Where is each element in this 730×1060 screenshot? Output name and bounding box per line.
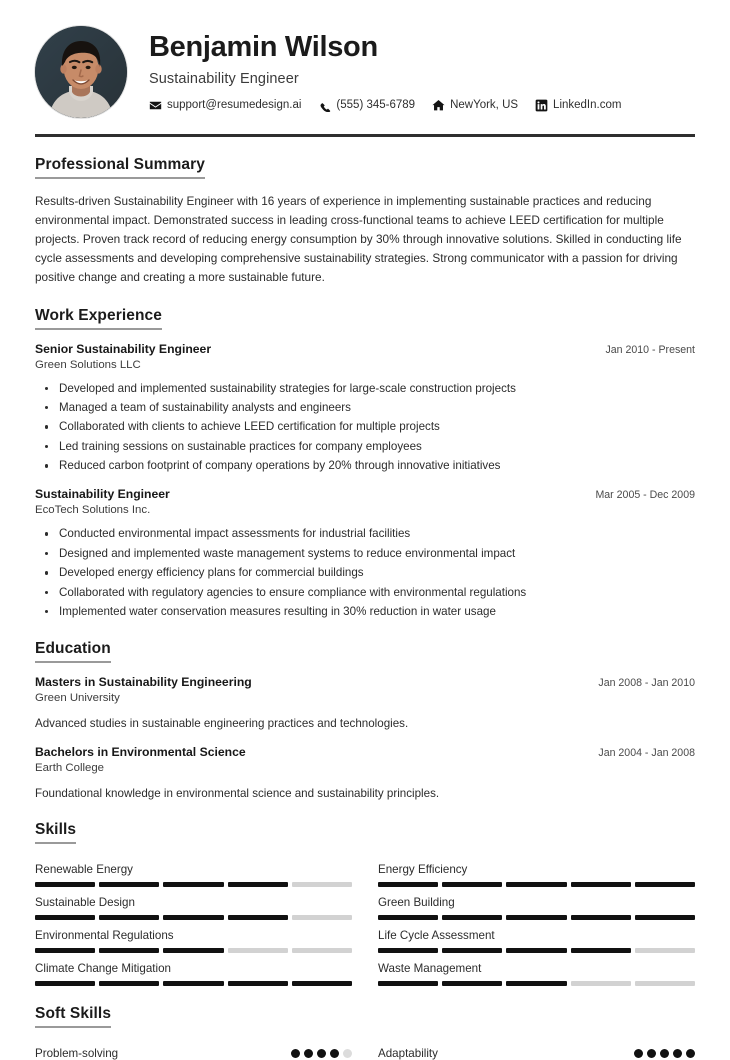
summary-paragraph: Results-driven Sustainability Engineer with 16 years of experience in implementing sustainable practices and reducing environmental impact. Demonstrated success in leading cross-functional teams to achieve LEED certification for multiple projects. Proven track record of reducing energy consumption by 30% through innovative solutions. Skilled in conducting life cycle assessments and developing comprehensive sustainability strategies. Strong communicator with a passion for driving positive change and creating a more sustainable future. (35, 194, 682, 285)
skill-item (35, 920, 352, 953)
soft-skill-rating (291, 1049, 352, 1058)
envelope-icon (149, 99, 162, 112)
skill-level-segment (378, 981, 438, 986)
section-title-education: Education (35, 640, 111, 663)
skill-item (35, 953, 352, 986)
skill-level-segment (292, 981, 352, 986)
work-company: EcoTech Solutions Inc. (35, 504, 151, 517)
header-text-block (149, 26, 695, 112)
page-title: Benjamin Wilson (149, 31, 378, 63)
education-entry-header (35, 675, 695, 689)
list-item: Designed and implemented waste management systems to reduce environmental impact (57, 545, 695, 563)
list-item: Developed and implemented sustainability strategies for large-scale construction projects (57, 380, 695, 398)
rating-dot (330, 1049, 339, 1058)
contact-email[interactable] (149, 99, 301, 112)
section-title-soft-skills: Soft Skills (35, 1005, 111, 1028)
rating-dot (686, 1049, 695, 1058)
skill-level-segment (571, 981, 631, 986)
skill-level-segment (506, 981, 566, 986)
section-title-skills: Skills (35, 821, 76, 844)
work-bullet-list (35, 525, 695, 621)
resume-header (35, 0, 695, 118)
skill-level-segment (442, 981, 502, 986)
list-item: Collaborated with regulatory agencies to ensure compliance with environmental regulations (57, 584, 695, 602)
skill-name: Waste Management (378, 962, 482, 976)
skill-level-segment (635, 981, 695, 986)
skill-name: Environmental Regulations (35, 929, 174, 943)
contact-email-text: support@resumedesign.ai (167, 99, 302, 112)
education-entry-header (35, 745, 695, 759)
work-entry (35, 487, 695, 621)
skill-name: Renewable Energy (35, 863, 133, 877)
education-description: Advanced studies in sustainable engineering practices and technologies. (35, 717, 409, 731)
skill-item (35, 854, 352, 887)
section-skills (35, 821, 695, 986)
work-position: Senior Sustainability Engineer (35, 341, 212, 356)
rating-dot (304, 1049, 313, 1058)
contact-linkedin-text: LinkedIn.com (553, 99, 622, 112)
soft-skills-grid (35, 1038, 695, 1060)
list-item: Managed a team of sustainability analysts and engineers (57, 399, 695, 417)
home-icon (432, 99, 445, 112)
soft-skill-name: Problem-solving (35, 1047, 119, 1060)
education-date: Jan 2004 - Jan 2008 (598, 746, 695, 759)
contact-location[interactable] (432, 99, 518, 112)
soft-skill-name: Adaptability (378, 1047, 438, 1060)
soft-skill-item (378, 1038, 695, 1060)
contact-location-text: NewYork, US (450, 99, 519, 112)
rating-dot (647, 1049, 656, 1058)
skill-item (378, 854, 695, 887)
soft-skill-rating (634, 1049, 695, 1058)
section-professional-summary (35, 156, 695, 288)
skill-name: Sustainable Design (35, 896, 135, 910)
skill-item (378, 887, 695, 920)
skill-level-bar (378, 981, 695, 986)
contact-linkedin[interactable] (535, 99, 621, 112)
education-school: Earth College (35, 761, 105, 774)
job-title: Sustainability Engineer (149, 70, 299, 87)
section-education (35, 640, 695, 802)
education-entry (35, 675, 695, 732)
skill-name: Energy Efficiency (378, 863, 468, 877)
work-company: Green Solutions LLC (35, 358, 141, 371)
education-date: Jan 2008 - Jan 2010 (598, 677, 695, 690)
work-entry-header (35, 342, 695, 356)
list-item: Led training sessions on sustainable practices for company employees (57, 438, 695, 456)
education-school: Green University (35, 692, 120, 705)
skill-level-segment (163, 981, 223, 986)
section-work-experience (35, 307, 695, 622)
work-date: Jan 2010 - Present (605, 343, 695, 356)
education-degree: Masters in Sustainability Engineering (35, 675, 252, 690)
list-item: Collaborated with clients to achieve LEED certification for multiple projects (57, 418, 695, 436)
skill-level-segment (99, 981, 159, 986)
education-entry (35, 745, 695, 802)
contact-phone-text: (555) 345-6789 (336, 99, 416, 112)
rating-dot (634, 1049, 643, 1058)
work-position: Sustainability Engineer (35, 487, 170, 502)
list-item: Conducted environmental impact assessments for industrial facilities (57, 525, 695, 543)
rating-dot (673, 1049, 682, 1058)
skill-level-segment (35, 981, 95, 986)
list-item: Reduced carbon footprint of company operations by 20% through innovative initiatives (57, 457, 695, 475)
section-soft-skills (35, 1005, 695, 1060)
skills-grid (35, 854, 695, 986)
section-title-work: Work Experience (35, 307, 162, 330)
work-entry (35, 342, 695, 476)
education-degree: Bachelors in Environmental Science (35, 744, 246, 759)
education-description: Foundational knowledge in environmental science and sustainability principles. (35, 786, 440, 800)
work-date: Mar 2005 - Dec 2009 (595, 489, 695, 502)
linkedin-icon (535, 99, 548, 112)
skill-level-bar (35, 981, 352, 986)
skill-item (378, 920, 695, 953)
rating-dot (343, 1049, 352, 1058)
skill-item (35, 887, 352, 920)
skill-name: Climate Change Mitigation (35, 962, 171, 976)
work-entry-header (35, 487, 695, 501)
rating-dot (291, 1049, 300, 1058)
skill-item (378, 953, 695, 986)
list-item: Implemented water conservation measures resulting in 30% reduction in water usage (57, 603, 695, 621)
skill-name: Green Building (378, 896, 455, 910)
soft-skill-item (35, 1038, 352, 1060)
skill-level-segment (228, 981, 288, 986)
section-title-summary: Professional Summary (35, 156, 205, 179)
avatar (35, 26, 127, 118)
contact-phone[interactable] (318, 99, 415, 112)
header-divider (35, 134, 695, 137)
skill-name: Life Cycle Assessment (378, 929, 495, 943)
rating-dot (660, 1049, 669, 1058)
work-bullet-list (35, 380, 695, 476)
contact-row (149, 99, 695, 112)
phone-icon (318, 99, 331, 112)
list-item: Developed energy efficiency plans for commercial buildings (57, 564, 695, 582)
rating-dot (317, 1049, 326, 1058)
